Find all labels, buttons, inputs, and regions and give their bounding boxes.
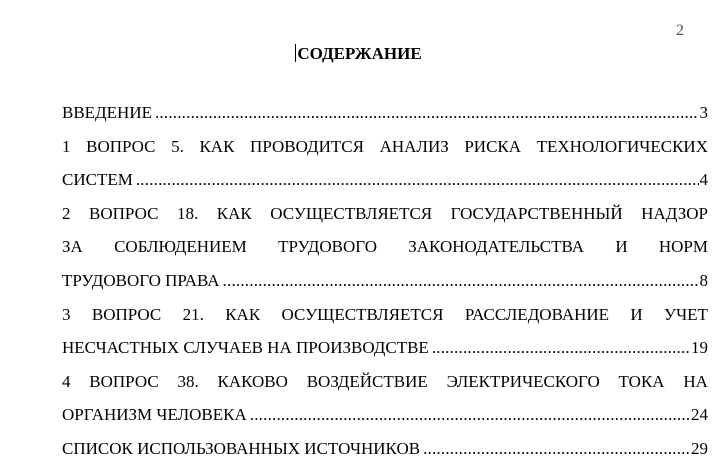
- toc-entry-word: КАКОВО: [217, 371, 288, 391]
- toc-entry-word: ЗАКОНОДАТЕЛЬСТВА: [408, 237, 585, 257]
- toc-entry[interactable]: [62, 264, 708, 298]
- toc-entry-word: ЗА: [62, 237, 83, 257]
- page-number: 2: [676, 22, 684, 39]
- toc-entry-title: НЕСЧАСТНЫХ СЛУЧАЕВ НА ПРОИЗВОДСТВЕ: [62, 338, 429, 358]
- toc-entry-page: 29: [691, 438, 708, 458]
- toc-entry-word: РАССЛЕДОВАНИЕ: [464, 304, 610, 324]
- toc-entry[interactable]: [62, 432, 708, 466]
- page-title: СОДЕРЖАНИЕ: [297, 44, 422, 63]
- toc-entry-line: [62, 230, 708, 264]
- toc-entry-word: АНАЛИЗ: [379, 136, 449, 156]
- toc-entry-word: ОСУЩЕСТВЛЯЕТСЯ: [281, 304, 444, 324]
- toc-entry-number: 1: [62, 136, 71, 156]
- toc-entry-title: ОРГАНИЗМ ЧЕЛОВЕКА: [62, 405, 247, 425]
- toc-entry-word: ЭЛЕКТРИЧЕСКОГО: [446, 371, 600, 391]
- toc-entry-line: [62, 130, 708, 164]
- toc-entry-page: 8: [699, 270, 708, 290]
- dot-leader: [423, 432, 690, 466]
- title-block: [0, 44, 717, 64]
- toc-entry-word: КАК: [199, 136, 235, 156]
- toc-entry-word: ПРОВОДИТСЯ: [250, 136, 364, 156]
- toc-entry-word: ВОЗДЕЙСТВИЕ: [306, 371, 428, 391]
- dot-leader: [223, 264, 699, 298]
- toc-entry-word: И: [630, 304, 643, 324]
- toc-entry-word: И: [615, 237, 628, 257]
- dot-leader: [250, 398, 690, 432]
- toc-entry-page: 19: [691, 338, 708, 358]
- toc-entry-title: ВВЕДЕНИЕ: [62, 103, 152, 122]
- toc-entry-line: [62, 365, 708, 399]
- toc-entry[interactable]: [62, 398, 708, 432]
- toc-entry-line: [62, 298, 708, 332]
- toc-entry-page: 3: [699, 103, 708, 122]
- toc-entry-word: НОРМ: [658, 237, 708, 257]
- toc-entry-number: 4: [62, 371, 71, 391]
- toc-entry[interactable]: [62, 96, 708, 130]
- toc-entry-word: ГОСУДАРСТВЕННЫЙ: [450, 203, 623, 223]
- toc-entry-word: ВОПРОС: [89, 203, 159, 223]
- toc-entry-word: КАК: [216, 203, 252, 223]
- toc-entry-page: 24: [691, 405, 708, 425]
- toc-entry-word: ТОКА: [618, 371, 665, 391]
- toc-entry-title: СИСТЕМ: [62, 170, 133, 190]
- toc-entry-word: СОБЛЮДЕНИЕМ: [114, 237, 247, 257]
- table-of-contents: [62, 96, 708, 466]
- dot-leader: [136, 163, 699, 197]
- toc-entry-title: ТРУДОВОГО ПРАВА: [62, 270, 220, 290]
- toc-entry-number: 2: [62, 203, 71, 223]
- dot-leader: [432, 331, 690, 365]
- toc-entry-word: РИСКА: [464, 136, 522, 156]
- toc-entry-word: НАДЗОР: [641, 203, 708, 223]
- toc-entry-word: ВОПРОС: [89, 371, 159, 391]
- toc-entry-number: 3: [62, 304, 71, 324]
- toc-entry-word: КАК: [225, 304, 261, 324]
- toc-entry-title: СПИСОК ИСПОЛЬЗОВАННЫХ ИСТОЧНИКОВ: [62, 438, 421, 458]
- toc-entry-word: 5.: [171, 136, 184, 156]
- toc-entry-word: 21.: [182, 304, 204, 324]
- toc-entry-word: НА: [683, 371, 708, 391]
- toc-entry-line: [62, 197, 708, 231]
- toc-entry-word: ВОПРОС: [91, 304, 162, 324]
- toc-entry-word: ТРУДОВОГО: [278, 237, 377, 257]
- toc-entry-word: ОСУЩЕСТВЛЯЕТСЯ: [270, 203, 433, 223]
- toc-entry-word: 38.: [177, 371, 199, 391]
- toc-entry-word: ВОПРОС: [86, 136, 156, 156]
- toc-entry-word: УЧЕТ: [664, 304, 708, 324]
- toc-entry-word: 18.: [176, 203, 199, 223]
- toc-entry-word: ТЕХНОЛОГИЧЕСКИХ: [536, 136, 708, 156]
- toc-entry[interactable]: [62, 163, 708, 197]
- dot-leader: [155, 96, 699, 130]
- toc-entry[interactable]: [62, 331, 708, 365]
- toc-entry-page: 4: [699, 170, 708, 190]
